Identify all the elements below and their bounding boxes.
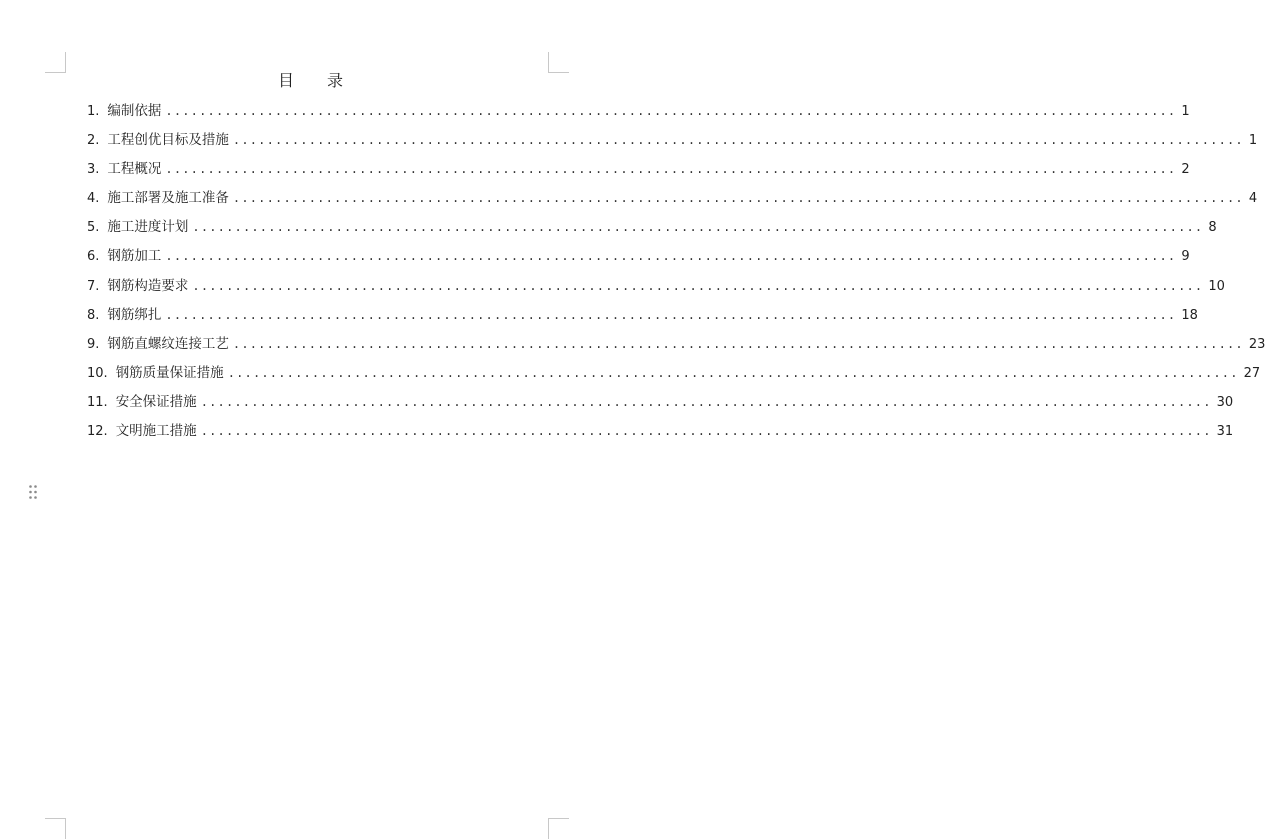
toc-entry-page: 1 <box>1181 104 1190 119</box>
toc-entry-page: 8 <box>1208 220 1217 236</box>
toc-entry-label: 工程创优目标及措施 <box>107 132 229 149</box>
toc-entry-number: 2. <box>87 133 100 149</box>
toc-entry-number: 10. <box>87 365 108 381</box>
toc-entry-label: 文明施工措施 <box>115 423 197 440</box>
margin-mark-bottom-left <box>45 818 66 839</box>
toc-entry-label: 工程概况 <box>107 161 162 178</box>
toc-entry-label: 施工进度计划 <box>107 219 189 236</box>
toc-entry-page: 27 <box>1243 365 1261 381</box>
toc-entry-number: 5. <box>87 220 100 236</box>
toc-entry-number: 4. <box>87 191 100 207</box>
toc-entry[interactable] <box>87 126 1258 155</box>
toc-dot-leader: ........................................................................................................................ <box>165 307 1177 322</box>
toc-entry[interactable] <box>87 184 1258 213</box>
toc-dot-leader: ........................................................................................................................ <box>227 365 1239 380</box>
toc-entry-label: 施工部署及施工准备 <box>107 190 229 207</box>
toc-entry-number: 1. <box>87 104 100 119</box>
toc-entry[interactable] <box>87 272 1225 301</box>
toc-list <box>87 97 1265 446</box>
toc-entry-number: 8. <box>87 307 100 323</box>
toc-entry-page: 30 <box>1216 394 1234 410</box>
toc-entry-page: 10 <box>1208 278 1225 294</box>
toc-entry[interactable] <box>87 301 1198 330</box>
toc-dot-leader: ........................................................................................................................ <box>165 162 1177 177</box>
toc-entry-page: 18 <box>1181 307 1198 323</box>
toc-entry[interactable] <box>87 213 1217 242</box>
toc-entry-number: 12. <box>87 424 108 440</box>
toc-dot-leader: ........................................................................................................................ <box>192 278 1204 293</box>
toc-entry-number: 9. <box>87 336 100 352</box>
toc-entry[interactable] <box>87 155 1190 184</box>
toc-entry[interactable] <box>87 97 1190 126</box>
toc-entry-page: 2 <box>1181 162 1190 178</box>
toc-entry[interactable] <box>87 417 1234 446</box>
toc-entry-page: 9 <box>1181 249 1190 265</box>
toc-dot-leader: ........................................................................................................................ <box>192 220 1204 235</box>
toc-entry-number: 7. <box>87 278 100 294</box>
toc-entry-page: 4 <box>1248 191 1258 207</box>
drag-handle-icon[interactable] <box>28 484 38 500</box>
toc-entry[interactable] <box>87 359 1261 388</box>
toc-entry-label: 钢筋直螺纹连接工艺 <box>107 335 229 352</box>
toc-dot-leader: ........................................................................................................................ <box>200 424 1212 439</box>
toc-entry-label: 钢筋构造要求 <box>107 277 189 294</box>
toc-dot-leader: ........................................................................................................................ <box>232 336 1244 351</box>
toc-title: 目 录 <box>277 71 358 90</box>
toc-entry-page: 23 <box>1248 336 1265 352</box>
toc-entry-label: 钢筋加工 <box>107 248 162 265</box>
toc-entry-page: 31 <box>1216 424 1234 440</box>
toc-entry-label: 钢筋绑扎 <box>107 306 162 323</box>
toc-dot-leader: ........................................................................................................................ <box>232 133 1244 148</box>
toc-entry-label: 安全保证措施 <box>115 393 197 410</box>
toc-entry-number: 11. <box>87 394 108 410</box>
toc-dot-leader: ........................................................................................................................ <box>200 394 1212 409</box>
toc-dot-leader: ........................................................................................................................ <box>232 191 1244 206</box>
toc-entry-page: 1 <box>1248 133 1258 149</box>
toc-entry-number: 3. <box>87 162 100 178</box>
margin-mark-bottom-right <box>548 818 569 839</box>
toc-entry-label: 钢筋质量保证措施 <box>115 364 224 381</box>
toc-dot-leader: ........................................................................................................................ <box>165 104 1177 118</box>
toc-entry[interactable] <box>87 242 1190 271</box>
toc-entry[interactable] <box>87 388 1234 417</box>
toc-entry-number: 6. <box>87 249 100 265</box>
toc-entry-label: 编制依据 <box>107 103 162 119</box>
toc-dot-leader: ........................................................................................................................ <box>165 249 1177 264</box>
toc-entry[interactable] <box>87 330 1265 359</box>
